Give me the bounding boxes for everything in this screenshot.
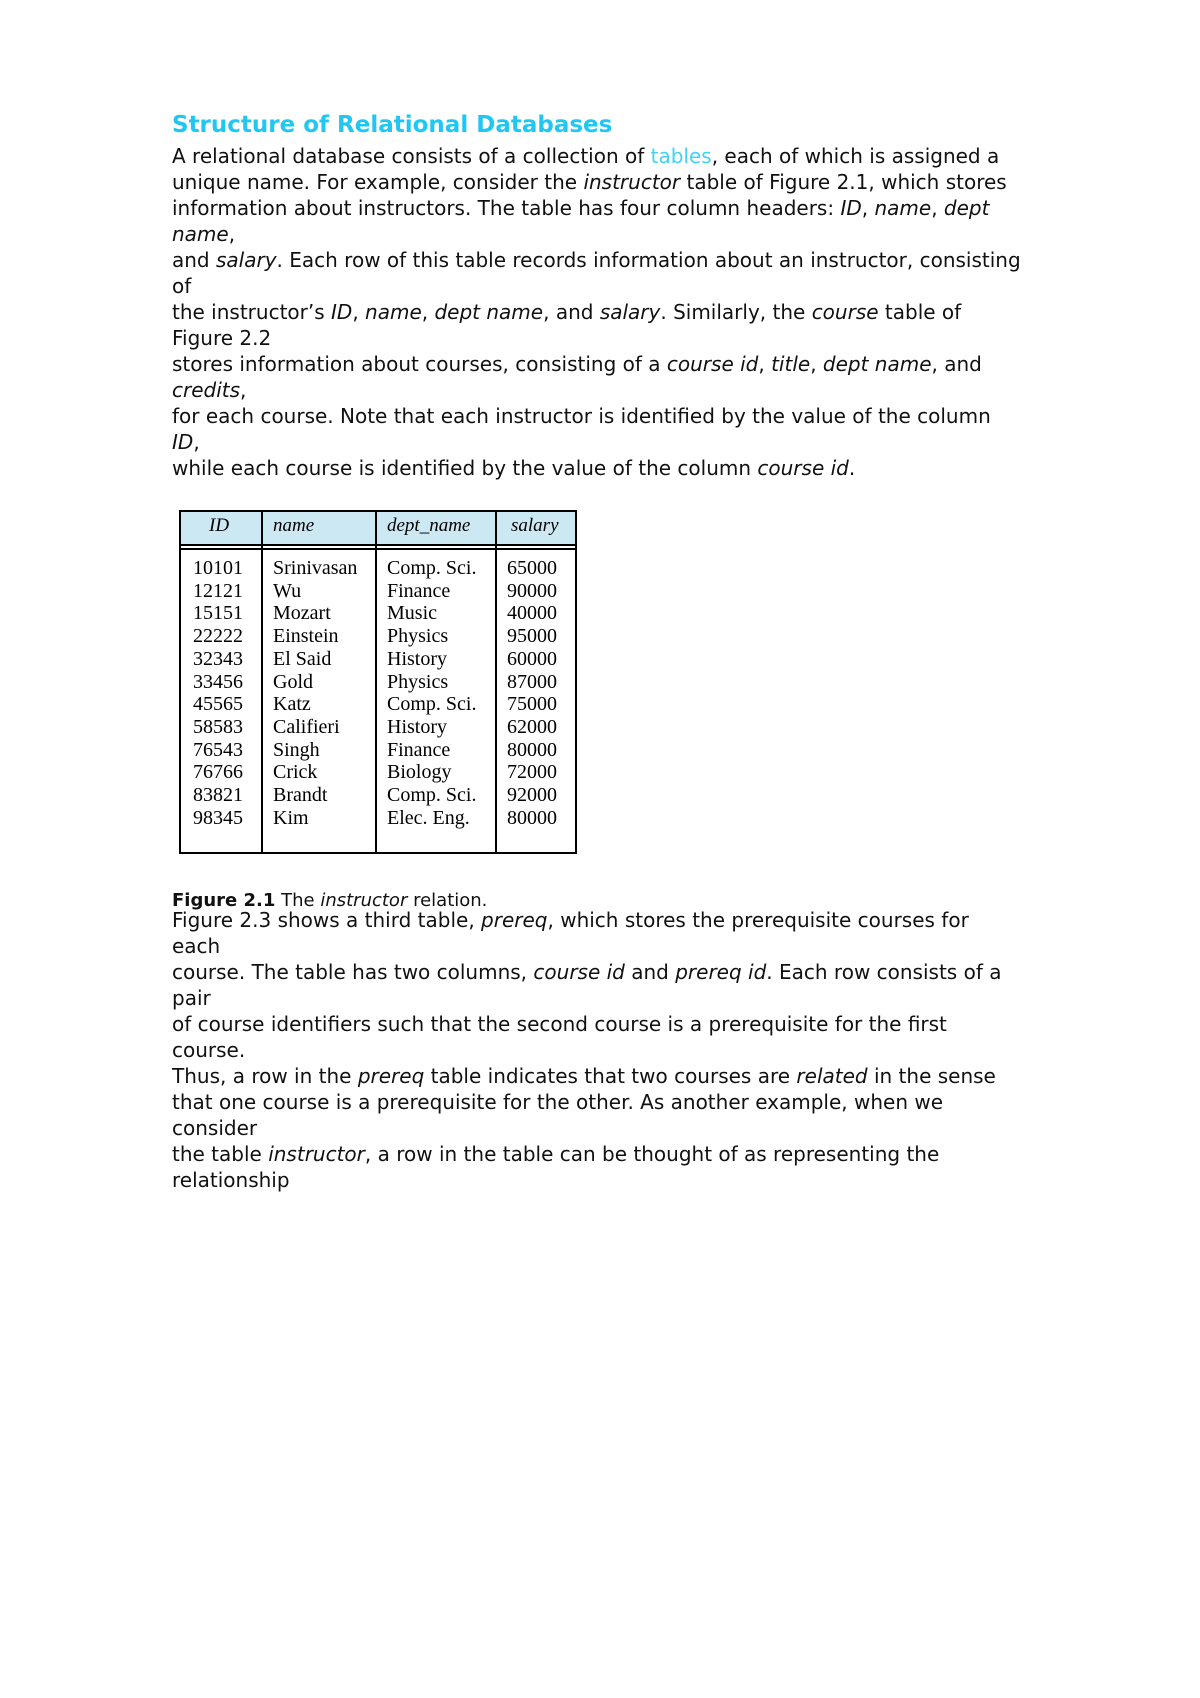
cell-salary: 80000 [507, 806, 557, 829]
italic-term: course [811, 300, 879, 324]
header-id: ID [209, 515, 230, 536]
column-divider [495, 512, 497, 852]
cell-dept-name: Music [387, 602, 437, 625]
italic-term: credits [172, 378, 241, 402]
cell-salary: 62000 [507, 715, 557, 738]
text-run: . [848, 456, 856, 480]
cell-id: 33456 [193, 670, 243, 693]
text-run: , and [172, 222, 236, 272]
italic-term: title [771, 352, 811, 376]
caption-post: relation. [407, 890, 488, 911]
cell-dept-name: History [387, 647, 447, 670]
column-divider [261, 512, 263, 852]
italic-term: instructor [583, 170, 681, 194]
italic-term: instructor [268, 1142, 365, 1166]
cell-name: Gold [273, 670, 313, 693]
cell-id: 45565 [193, 693, 243, 716]
tables-link[interactable]: tables [650, 144, 712, 168]
text-run: table of Figure 2.2 stores information about courses, consisting of a [172, 300, 962, 376]
text-run: . Each row consists of a pair of course identifiers such that the second course is a prerequisite for the first course. Thus, a row in the [172, 960, 1002, 1088]
cell-id: 22222 [193, 625, 243, 648]
prereq-paragraph [172, 907, 1001, 1193]
caption-label: Figure 2.1 [172, 890, 276, 911]
cell-name: El Said [273, 647, 332, 670]
italic-term: prereq id [675, 960, 767, 984]
cell-salary: 40000 [507, 602, 557, 625]
cell-dept-name: Elec. Eng. [387, 806, 470, 829]
text-run: table indicates that two courses are [424, 1064, 797, 1088]
text-run: , [931, 196, 944, 220]
cell-id: 76543 [193, 738, 243, 761]
cell-name: Einstein [273, 625, 339, 648]
italic-term: prereq [481, 908, 548, 932]
cell-dept-name: Comp. Sci. [387, 693, 477, 716]
header-salary: salary [511, 515, 559, 536]
caption-pre: The [275, 890, 321, 911]
cell-id: 83821 [193, 784, 243, 806]
italic-term: course id [757, 456, 849, 480]
header-dept-name: dept_name [387, 515, 471, 536]
text-run: , [352, 300, 366, 324]
cell-salary: 95000 [507, 625, 557, 648]
text-run: , each of which is assigned a unique name. For example, consider the [172, 144, 1000, 194]
column-divider [375, 512, 377, 852]
italic-term: course id [666, 352, 759, 376]
text-run: , while each course is identified by the value of the column [172, 430, 752, 480]
cell-dept-name: Physics [387, 625, 449, 648]
cell-salary: 90000 [507, 579, 557, 602]
text-run: , and [543, 300, 600, 324]
italic-term: name [365, 300, 422, 324]
text-run: , [861, 196, 875, 220]
italic-term: salary [599, 300, 661, 324]
italic-term: prereq [357, 1064, 425, 1088]
italic-term: related [796, 1064, 868, 1088]
cell-salary: 75000 [507, 693, 557, 716]
cell-dept-name: Comp. Sci. [387, 784, 477, 806]
text-run: Figure 2.3 shows a third table, [172, 908, 482, 932]
header-name: name [273, 515, 315, 536]
text-run: , and [931, 352, 982, 376]
italic-term: dept name [172, 196, 990, 246]
cell-name: Brandt [273, 784, 328, 806]
cell-dept-name: Comp. Sci. [387, 557, 477, 579]
section-heading: Structure of Relational Databases [172, 112, 613, 138]
cell-salary: 65000 [507, 557, 557, 579]
cell-dept-name: Physics [387, 670, 449, 693]
cell-id: 12121 [193, 579, 243, 602]
intro-paragraph [172, 143, 1021, 481]
italic-term: ID [331, 300, 353, 324]
cell-name: Wu [273, 579, 302, 602]
cell-salary: 87000 [507, 670, 557, 693]
text-run: , for each course. Note that each instructor is identified by the value of the column [172, 378, 991, 428]
cell-dept-name: Finance [387, 579, 451, 602]
cell-name: Califieri [273, 715, 340, 738]
text-run: A relational database consists of a collection of [172, 144, 651, 168]
text-run: and [624, 960, 676, 984]
caption-italic: instructor [320, 890, 408, 911]
cell-id: 32343 [193, 647, 243, 670]
cell-id: 10101 [193, 557, 243, 579]
cell-dept-name: History [387, 715, 447, 738]
text-run: , [758, 352, 772, 376]
text-run: in the sense that one course is a prerequisite for the other. As another example, when we consider the table [172, 1064, 996, 1166]
cell-salary: 80000 [507, 738, 557, 761]
italic-term: ID [172, 430, 194, 454]
italic-term: name [874, 196, 932, 220]
cell-salary: 72000 [507, 761, 557, 784]
cell-id: 15151 [193, 602, 243, 625]
italic-term: dept name [822, 352, 932, 376]
italic-term: course id [533, 960, 625, 984]
italic-term: salary [215, 248, 277, 272]
text-run: , [810, 352, 823, 376]
cell-name: Katz [273, 693, 311, 716]
text-run: , a row in the table can be thought of as representing the relationship [172, 1142, 940, 1192]
cell-name: Mozart [273, 602, 331, 625]
cell-name: Kim [273, 806, 309, 829]
cell-salary: 92000 [507, 784, 557, 806]
text-run: table of Figure 2.1, which stores information about instructors. The table has four column headers: [172, 170, 1007, 220]
italic-term: ID [840, 196, 862, 220]
italic-term: dept name [434, 300, 544, 324]
cell-name: Srinivasan [273, 557, 358, 579]
cell-dept-name: Finance [387, 738, 451, 761]
cell-id: 76766 [193, 761, 243, 784]
cell-id: 98345 [193, 806, 243, 829]
table-header-rule [181, 548, 575, 550]
text-run: , which stores the prerequisite courses for each course. The table has two columns, [172, 908, 969, 984]
cell-salary: 60000 [507, 647, 557, 670]
cell-name: Crick [273, 761, 318, 784]
cell-id: 58583 [193, 715, 243, 738]
cell-dept-name: Biology [387, 761, 452, 784]
text-run: . Each row of this table records information about an instructor, consisting of the instructor’s [172, 248, 1021, 324]
text-run: . Similarly, the [660, 300, 812, 324]
cell-name: Singh [273, 738, 320, 761]
text-run: , [421, 300, 435, 324]
instructor-table-figure [179, 510, 577, 854]
